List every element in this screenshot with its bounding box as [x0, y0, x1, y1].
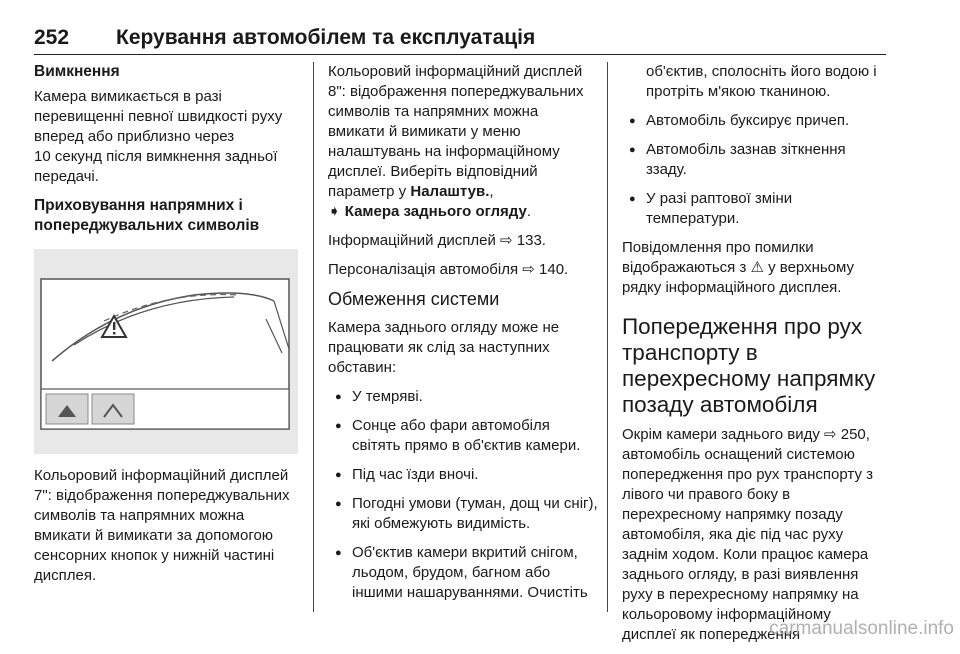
column-1 [34, 62, 302, 595]
paragraph-limits: Камера заднього огляду може не працювати як слід за наступних обставин: [328, 319, 560, 376]
limits-list-continued [622, 111, 888, 229]
page-number: 252 [34, 26, 70, 49]
list-item: ● У темряві. [328, 387, 598, 407]
list-item: ● Автомобіль буксирує причеп. [622, 111, 888, 131]
list-item: ● Погодні умови (туман, дощ чи сніг), які обмежують видимість. [328, 494, 598, 534]
page-header [34, 20, 886, 55]
list-item: ● Сонце або фари автомобіля світять прямо в об'єктив камери. [328, 416, 598, 456]
reference-personalisation: Персоналізація автомобіля ⇨ 140. [328, 261, 569, 278]
paragraph-8inch [328, 62, 598, 222]
paragraph-off-2: 10 секунд після вимкнення задньої передачі. [34, 148, 278, 185]
watermark: carmanualsonline.info [769, 618, 954, 639]
camera-display-figure [34, 249, 298, 454]
section-heading-off: Вимкнення [34, 63, 120, 80]
list-item: ● Під час їзди вночі. [328, 465, 598, 485]
list-item: ● Автомобіль зазнав зіткнення ззаду. [622, 140, 888, 180]
paragraph-8inch-text: Кольоровий інформаційний дисплей 8": відображення попереджувальних символів та напрямних можна вмикати й вимикати у меню налаштувань на інформаційному дисплеї. Виберіть відповідний параметр у [328, 63, 584, 200]
paragraph-errors: Повідомлення про помилки відображаються з ⚠ у верхньому рядку інформаційного дисплея. [622, 239, 855, 296]
column-divider [313, 62, 314, 612]
warning-symbols-toggle-button[interactable] [92, 394, 134, 424]
menu-camera: Камера заднього огляду [344, 203, 527, 220]
column-divider [607, 62, 608, 612]
column-2 [328, 62, 598, 612]
section-heading-cross-traffic: Попередження про рух транспорту в перехресному напрямку позаду автомобіля [622, 314, 876, 417]
limits-list [328, 387, 598, 603]
list-item: ● Об'єктив камери вкритий снігом, льодом, брудом, багном або іншими нашаруваннями. Очистіть [328, 543, 598, 603]
figure-caption: Кольоровий інформаційний дисплей 7": відображення попереджувальних символів та напрямних можна вмикати й вимикати за допомогою сенсорних кнопок у нижній частині дисплея. [34, 467, 290, 584]
menu-arrow-icon: ➧ [328, 203, 341, 220]
section-heading-limits: Обмеження системи [328, 289, 500, 309]
list-item: ● У разі раптової зміни температури. [622, 189, 888, 229]
column-3 [622, 62, 888, 654]
reference-info-display: Інформаційний дисплей ⇨ 133. [328, 232, 546, 249]
camera-display-illustration [34, 249, 298, 454]
paragraph-off-1: Камера вимикається в разі перевищенні певної швидкості руху вперед або приблизно через [34, 88, 283, 145]
comma: , [489, 183, 494, 200]
period: . [526, 203, 532, 220]
page-title: Керування автомобілем та експлуатація [116, 26, 536, 49]
paragraph-cross-traffic: Окрім камери заднього виду ⇨ 250, автомобіль оснащений системою попередження про рух транспорту з лівого чи правого боку в перехресному напрямку позаду автомобіля, яка діє під час руху заднім ходом. Коли працює камера заднього огляду, в разі виявлення руху в перехресному напрямку на кольоровому інформаційному дисплеї як попередження [622, 426, 873, 643]
section-heading-hide: Приховування напрямних і попереджувальних символів [34, 197, 260, 234]
list-continuation: об'єктив, сполосніть його водою і протріть м'якою тканиною. [646, 63, 877, 100]
menu-settings: Налаштув. [410, 183, 490, 200]
